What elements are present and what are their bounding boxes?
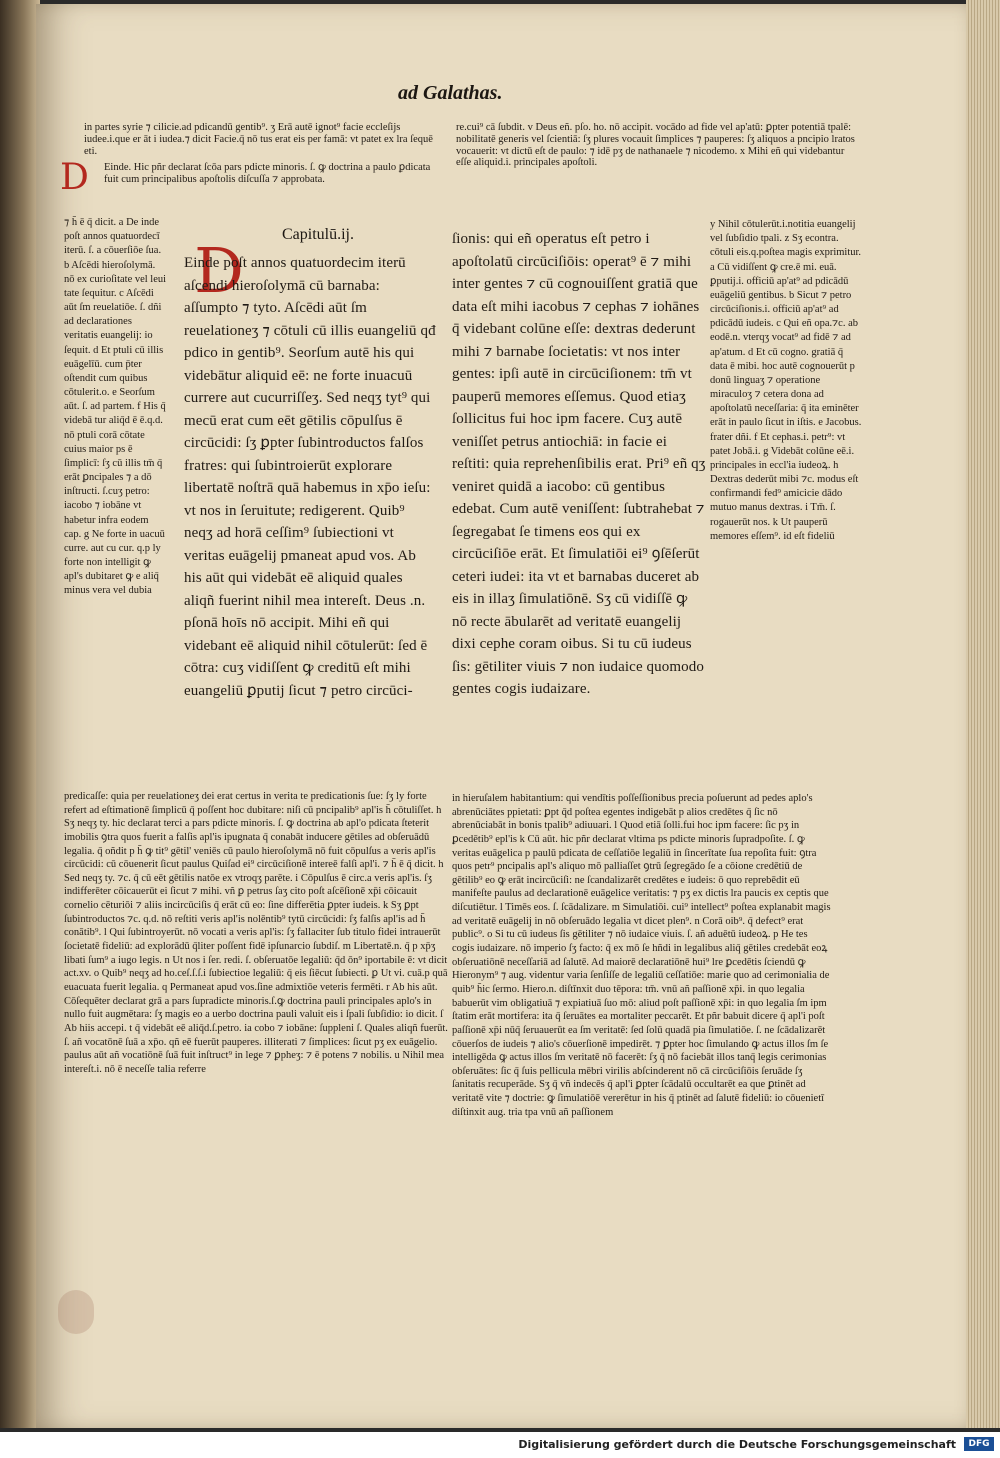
gloss-intro-left: Einde. Hic pñr declarat ſcōa pars pdicte minoris. ſ. ꝙ doctrina a paulo ꝑdicata fuit cum principalibus apoſtolis diſcuſſa ⁊ approbata. — [104, 162, 431, 185]
gloss-top-left: in partes syrie ⁊ cilicie.ad pdicandū gentib⁹. ʒ Erā autē ignot⁹ facie eccleſijs iudee.i.que er āt i iudea.⁊ dicit Facie.q̄ nō tus erat eis per famā: vt patet ex lra ſequē eti. — [84, 122, 433, 157]
footer-credit: Digitalisierung gefördert durch die Deutsche Forschungsgemeinschaft — [518, 1438, 956, 1451]
dfg-logo: DFG — [964, 1437, 994, 1451]
gloss-top-right: re.cui⁹ cā ſubdit. v Deus eñ. pſo. ho. nō accipit. vocādo ad fide vel ap'atū: ꝑpter potentiā tpalē: nobilitatē generis vel ſcientiā: ſʒ plures vocauit ſimplices ⁊ pauperes: ſʒ aliquos a pncipio lratos vocauerit: vt dictū eſt de paulo: ⁊ idē pʒ de nathanaele ⁊ nicodemo. x Mihi eñ qui videbantur eſſe aliquid.i. principales apoſtoli. — [456, 122, 855, 169]
running-head: ad Galathas. — [398, 82, 503, 104]
chapter-heading-main: Capitulū.ij. — [282, 226, 354, 243]
gloss-bottom-left: predicaſſe: quia per reuelationeʒ dei erat certus in verita te predicationis ſue: ſʒ ly forte refert ad eſtimationē ſimplicū q̄ poſſent hoc dubitare: niſi cū pncipalib⁹ apl'is h̄ cōtuliſſet. h Sʒ neqʒ ty. hic declarat terci a pars pdicte minoris. ſ. ꝙ doctrina ab apl'o pdicata ſteterit imobilis ꝯtra quos fuerit a falſis apl'is ipugnata q̄ conabāt inducere gētiles ad obſeruādū legalia. q̄ oñdit p h̄ ꝙ tit⁹ gētil' veniēs cū paulo hieroſolymā nō fuit cōpulſus a veris apl'is circūcidi: cū cōuenerit ſicut paulus Quiſad ei⁹ circūciſionē intereē falſi apl'i. ⁊ h̄ ē q̄ dicit. h Sed neqʒ ty. ⁊c. q̄ cū eēt gētilis natōe ex vtroqʒ parēte. i Cōpulſus ē circ.a veris apl'is. ſʒ indifferēter cōicauerūt ei ſicut ⁊ mihi. vñ ꝑ petrus ſaʒ cito poſt aſcēſionē xp̄i cōicauit cornelio cēturiōi ⁊ aliis incircūciſis q̄ erāt cū eo: ſine differētia ꝑpter iudeis. k Sʒ ꝑpt ſubintroductos ⁊c. q.d. nō reſtiti veris apl'is nolēntib⁹ tytū circūcidi: ſʒ falſis apl'is ad h̄ conātib⁹. l Qui ſubintroyerūt. nō vocati a veris apl'is: ſʒ fallaciter ſub titulo fidei intrauerūt ſocietatē fideliū: ad explorādū q̄liter poſſent fidē ipſunarcio ſubdiſ. m Libertatē.n. q̄ p xp̄ʒ libati ſum⁹ a iugo legis. n Ut nos i ſer. redi. ſ. obſeruatōe legaliū: q̄d ōn⁹ iportabile ē: vt dicit act.xv. o Quib⁹ neqʒ ad ho.ceſ.ſ.ſ.i ſubiectioe legaliū: q̄ eis ſiēcut ſubiecti. ꝑ Ut vi. cuā.p quā euacuata fuerit legalia. q Permaneat apud vos.ſine admixtiōe veteris fermēti. r Ab his aūt. Cōſequēter declarat grā a pars ſupradicte minoris.ſ.ꝙ doctrina pauli principales aplo's in nullo fuit augmētara: ſʒ magis eo a uerbo doctrina pauli valuit eis i ſpali ſubſidio: io dicit. ſ Ab hiis accepi. t q̄ videbāt eē aliq̄d.ſ.petro. ia cobo ⁊ iobāne: ſuppleni ſ. Quales aliqñ fuerūt. ſ. añ vocatōnē ſuā a xp̄o. qñ eē fuerūt pauperes. illiterati ⁊ ſimplices: ſicut pʒ ex euāgelio. paulus aūt añ vocatiōnē ſuā fuit inſtruct⁹ in lege ⁊ ꝑpheʒ: ⁊ ē potens ⁊ nobilis. u Nihil mea intereſt.i. nō ē neceſſe talia referre — [64, 791, 448, 1075]
gloss-right-margin: y Nihil cōtulerūt.i.notitia euangelij vel ſubſidio tpali. z Sʒ econtra. cōtuli eis.q.poſtea magis exprimitur. a Cū vidiſſent ꝙ cre.ē mi. euā. ꝑputij.i. officiū ap'at⁹ ad pdicādū euāgeliū gentibus. b Sicut ⁊ petro circūciſionis.i. officiū ap'at⁹ ad pdicādū iudeis. c Qui eñ opa.⁊c. ab eodē.n. vterqʒ vocat⁹ ad fidē ⁊ ad ap'atum. d Et cū cogno. gratiā q̄ data ē mibi. hoc autē cognouerūt p donū linguaʒ ⁊ operatione miraculoʒ ⁊ cetera dona ad apoſtolatū neceſſaria: q̄ ita eminēter erāt in paulo ſicut in iſtis. e Jacobus. frater dñi. f Et cephas.i. petr⁹: vt patet Jobā.i. g Videbāt colūne eē.i. principales in eccl'ia iudeoꝝ. h Dextras dederūt mibi ⁊c. modus eſt confirmandi fed⁹ amicicie dādo mutuo manus dextras. i Tm̄. ſ. rogauerūt nos. k Ut pauperū memores eſſem⁹. id eſt fideliū — [710, 219, 862, 542]
gloss-left-margin: ⁊ h̄ ē q̄ dicit. a De inde poſt annos quatuordecī iterū. ſ. a cōuerſiōe ſua. b Aſcēdi hieroſolymā. nō ex curioſitate vel leui tate ſequitur. c Aſcēdi aūt ſm reuelatiōe. ſ. dñi ad declarationes veritatis euangelij: io ſequit. d Et ptuli cū illis euāgelīū. cum p̄ter oſtendit cum quibus cōtulerit.o. e Seorſum aūt. ſ. ad partem. f His q̄ videbā tur aliq̄d ē ē.q.d. nō ptuli corā cōtate cuius maior ps ē ſimplicī: ſʒ cū illis tm̄ q̄ erāt ꝑncipales ⁊ a dō inſtructi. ſ.cuʒ petro: iacobo ⁊ iobāne vt habetur infra eodem cap. g Ne forte in uacuū curre. aut cu cur. q.p ly forte non intelligit ꝙ apl's dubitaret ꝙ e aliq̄ minus vera vel dubia — [64, 217, 167, 597]
main-text-column-left: Einde poſt annos quatuordecim iterū aſcendi hieroſolymā cū barnaba: aſſumpto ⁊ tyto. Aſcēdi aūt ſm reuelationeʒ ⁊ cōtuli cū illis euangeliū qđ pdico in gentib⁹. Seorſum autē his qui videbātur aliquid eē: ne forte inuacuū currere aut cucurriſſeʒ. Sed neqʒ tyt⁹ qui mecū erat cum eēt gētilis cōpulſus ē circūcidi: ſʒ ꝑpter ſubintroductos falſos fratres: qui ſubintroierūt explorare libertatē noſtrā quā habemus in xp̄o ieſu: vt nos in ſeruitute; redigerent. Quib⁹ neqʒ ad horā ceſſim⁹ ſubiectioni vt veritas euāgelij pmaneat apud vos. Ab his aūt qui videbāt eē aliquid quales aliqñ fuerint nihil mea intereſt. Deus .n. pſonā hoīs nō accipit. Mihi eñ qui videbant eē aliquid nihil cōtulerūt: ſed ē cōtra: cuʒ vidiſſent ꝙ creditū eſt mihi euangeliū ꝑputij ſicut ⁊ petro circūci- — [184, 255, 436, 699]
gloss-bottom-right: in hieruſalem habitantium: qui vendītis poſſeſſionibus precia poſuerunt ad pedes aplo's abrenūciātes ppietati: ꝑpt q̄d poſtea egentes indigebāt p alios credētes q̄ ſic nō abrenūciabāt in bonis tpalib⁹ adiuuari. l Quod etiā ſolli.fui hoc ipm facere: ſic pʒ in ꝑcedētib⁹ epl'is k Cū aūt. hic pñr declarat vltima ps pdicte minoris ſupradpoſite. ſ. ꝙ veritas euāgelica p paulū pdicata de ceſſatiōe legaliū in ſincerītate ſua repoſita fuit: ꝯtra quos petr⁹ pncipalis apl's aliquo mō palliaſſet ꝯtrū ſegregādo ſe a cōione credētiū de gētilib⁹ eo ꝙ erāt incircūciſi: ne ſcandalizarēt credētes e iudeis: ō quo reprebēdit eū manifeſte paulus ad declarationē euāgelice veritatis: ⁊ pʒ ex dictis lra paucis ex ceptis que diſcutiētur. l Timēs eos. ſ. ſcādalizare. m Simulatiōi. cui⁹ intellect⁹ poſtea explanabit magis ad veritatē euāgelij in nō obſeruādo legalia vt dicet plen⁹. n Corā oib⁹. q̄ defect⁹ erat public⁹. o Si tu cū iudeus ſis gētiliter ⁊ nō iudaice viuis. ſ. añ aduētū iudeoꝝ. p He tes cogis iudaizare. nō imperio ſʒ facto: q̄ ex mō ſe hñdi in legalibus aliq̄ gētiles credebāt eoꝝ obſeruatiōnē neceſſariā ad ſalutē. Ad maiorē declaratiōnē hui⁹ lre ꝑcedētis ſciendū ꝙ Hieronym⁹ ⁊ aug. videntur varia ſenſiſſe de legaliū ceſſatiōe: marie quo ad cerimonialia de quib⁹ h̄ic ſermo. Hiero.n. diſtīnxit duo tēpora: tm̄. vnū añ paſſionē xp̄i. in quo legalia babuerūt vim obligatiuā ⁊ expiatiuā ſuo mō: aliud poſt paſſionē xp̄i: in quo legalia ſm ipm ſtatim erāt mortifera: ita q̄ ſeruātes ea mortaliter peccarēt. Et pñr babuit dicere q̄ apl'i poſt paſſionē xp̄i nūq̄ ſeruauerūt ea ſm veritatē: ſed ſolū quadā pia ſimulatiōe. ſ. ne ſcādalizarēt cōuerſos de iudeis ⁊ alio's cōuerſionē impedirēt. ⁊ ꝑpter hoc ſimulando ꝙ actus illos ſm ſe intelligēda ꝙ actus illos ſm veritatē nō facerēt: ſʒ q̄ nō faciebāt illos tanq̄ legis cerimonias obſeruātes: ſic q̄ ſuis pellicula mēbri virilis abſcinderent nō cā circūciſiōis ſeruāde ſʒ ſanitatis recuperāde. Sʒ q̄ vñ indecēs q̄ apl'i ꝑpter ſcādalū occultarēt ea que ꝑtinēt ad veritatē vite ⁊ doctrie: ꝙ ſimulatiōē vererētur in his q̄ ptinēt ad ſalutē fideliū: io cōuenietī diſtinxit aug. tria tpa vnū añ paſſionem — [452, 793, 831, 1118]
thumb-smudge — [58, 1290, 94, 1334]
gloss-initial-d: D — [60, 157, 89, 198]
left-page-edge — [0, 0, 40, 1428]
footer-bar — [0, 1432, 1000, 1458]
chapter-initial-d: D — [194, 234, 244, 307]
main-text-column-right: ſionis: qui eñ operatus eſt petro i apoſtolatū circūciſiōis: operat⁹ ē ⁊ mihi inter gentes ⁊ cū cognouiſſent gratiā que data eſt mihi iacobus ⁊ cephas ⁊ iohānes q̄ videbant colūne eſſe: dextras dederunt mihi ⁊ barnabe ſocietatis: vt nos inter gentes: ipſi autē in circūciſionem: tm̄ vt pauperū memores eſſemus. Quod etiaʒ ſollicitus fui hoc ipm facere. Cuʒ autē veniſſet petrus antiochiā: in facie ei reſtiti: quia reprehenſibilis erat. Pri⁹ eñ qʒ veniret quidā a iacobo: cū gentibus edebat. Cum autē veniſſent: ſubtrahebat ⁊ ſegregabat ſe timens eos qui ex circūciſiōe erāt. Et ſimulatiōi ei⁹ ꝯſēſerūt ceteri iudei: ita vt et barnabas duceret ab eis in illaʒ ſimulatiōnē. Sʒ cū vidiſſē ꝙ nō recte ābularēt ad veritatē euangelij dixi cephe coram oibus. Si tu cū iudeus ſis: gētiliter viuis ⁊ non iudaice quomodo gentes cogis iudaizare. — [452, 231, 706, 697]
book-fore-edge — [966, 0, 1000, 1428]
